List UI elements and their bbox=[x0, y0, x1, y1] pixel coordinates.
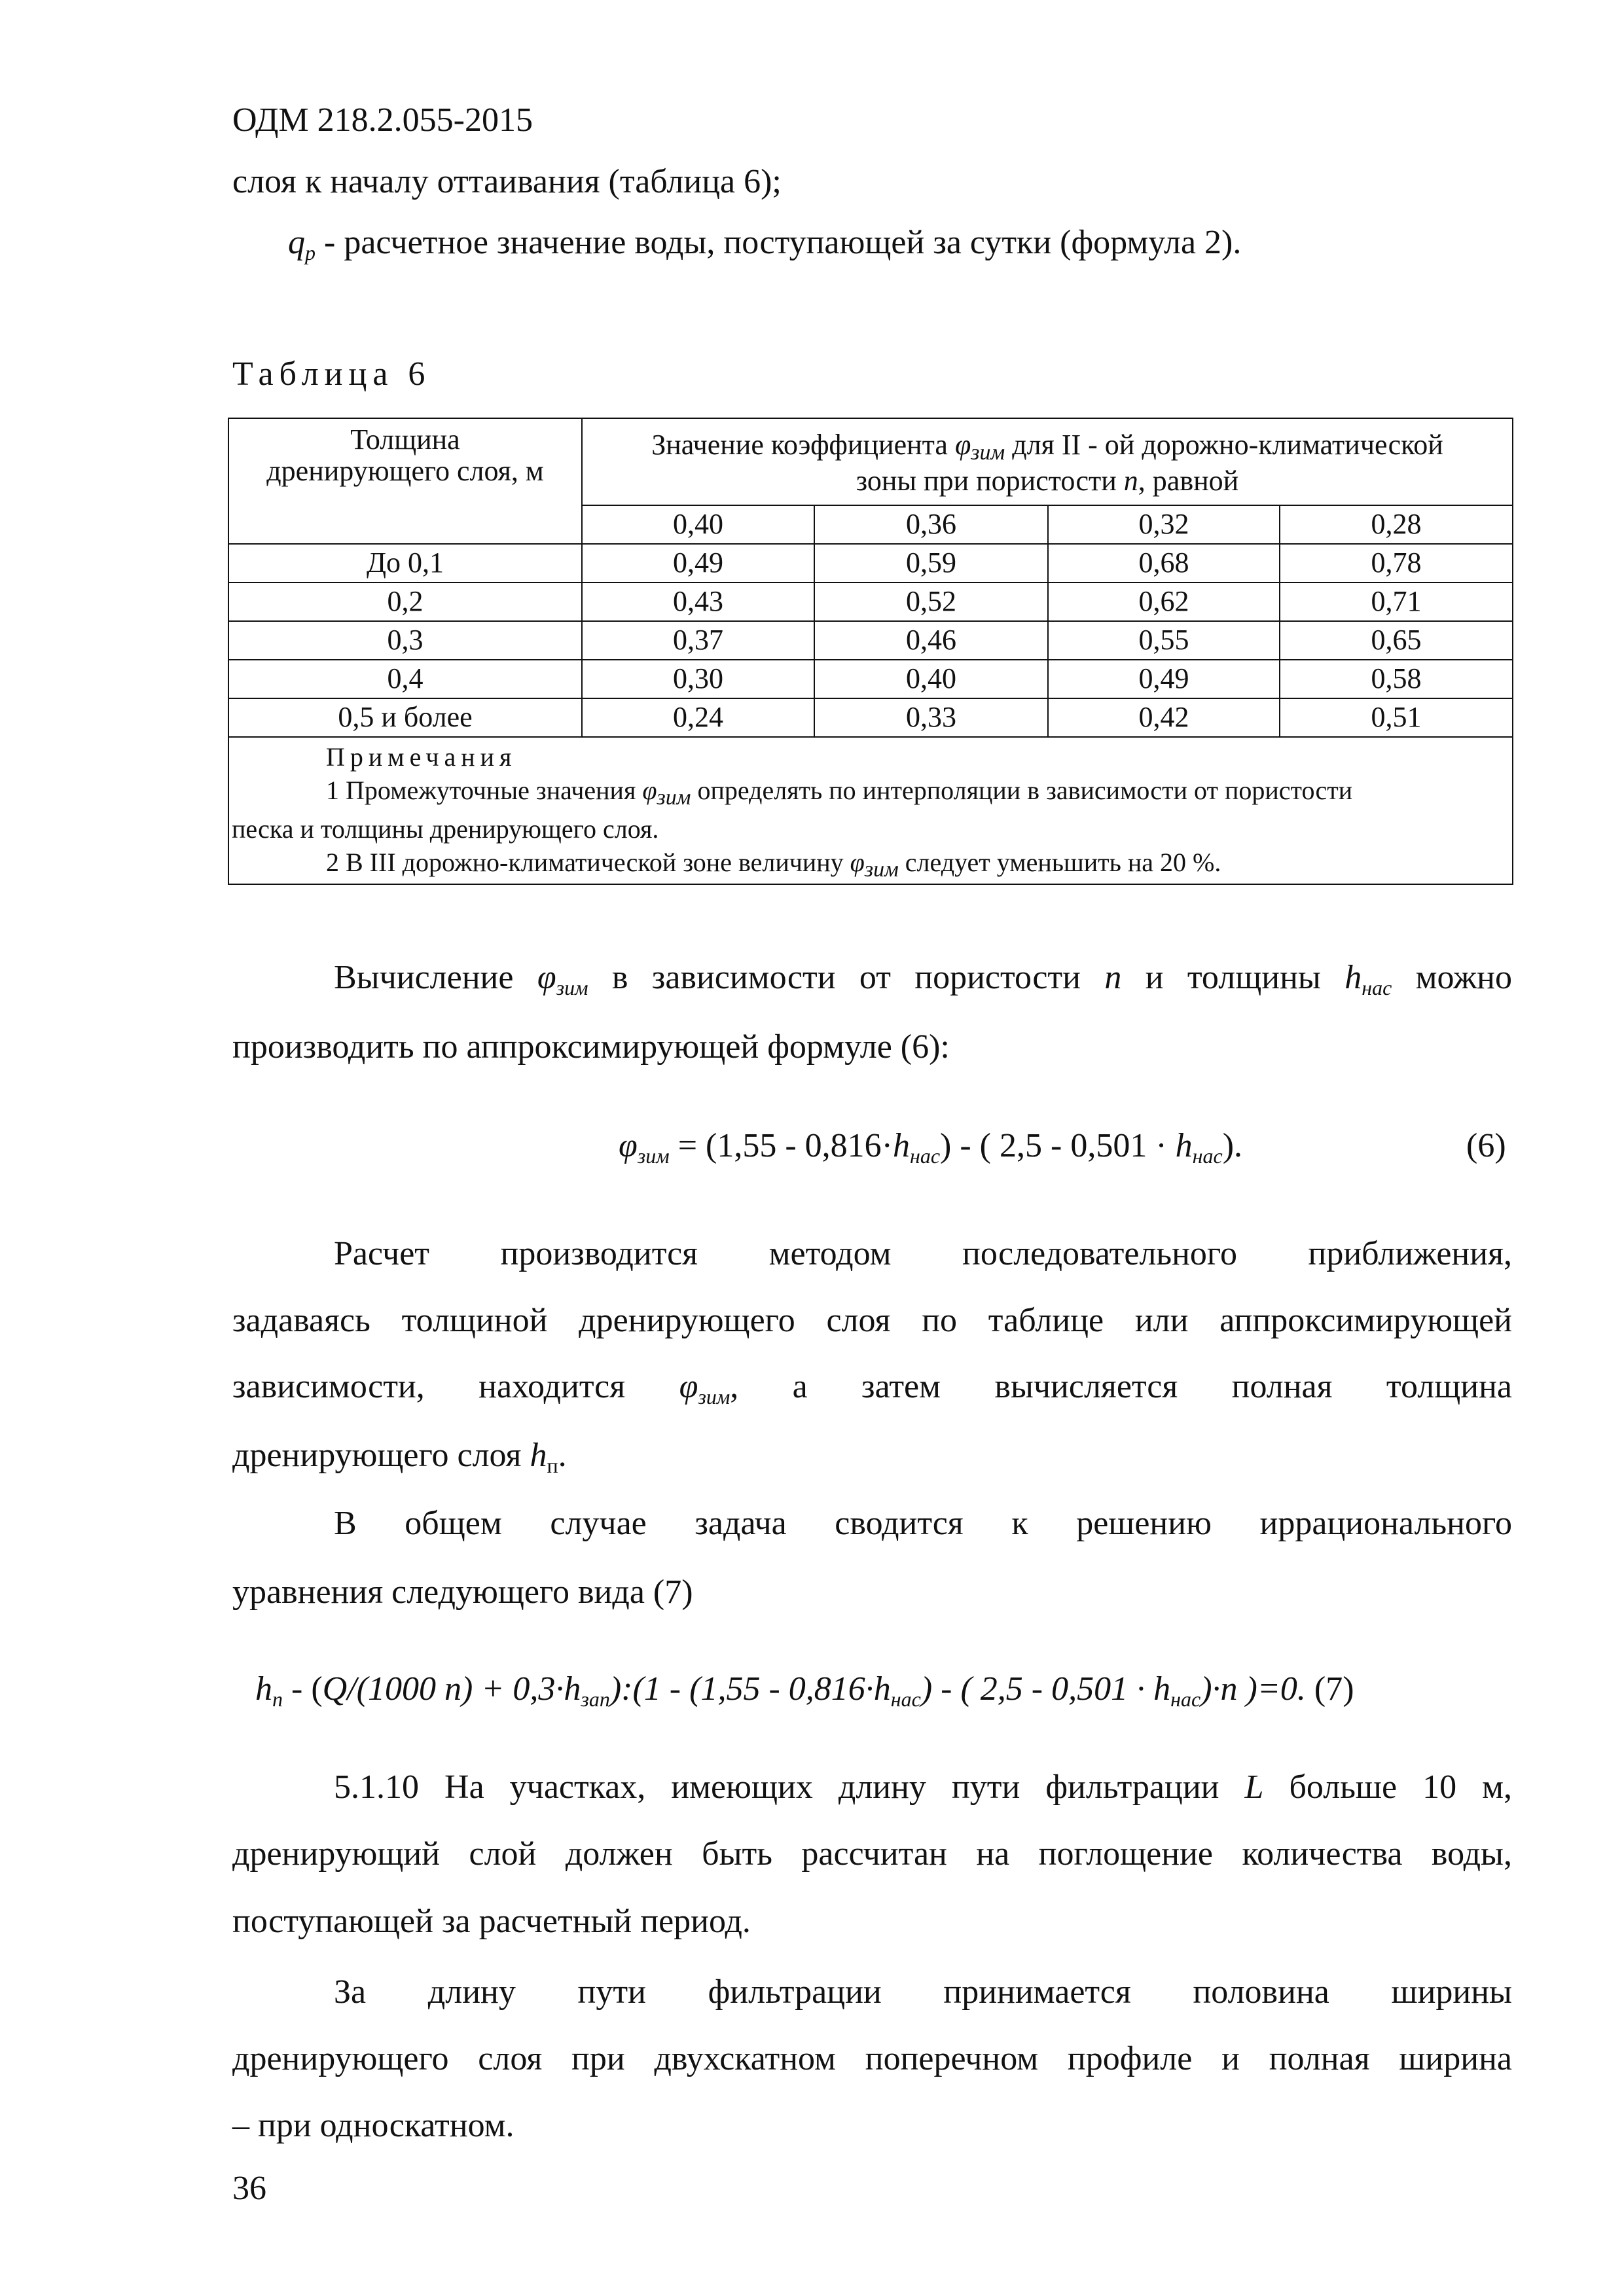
notes-title: Примечания bbox=[326, 742, 517, 772]
paragraph-general-line2: уравнения следующего вида (7) bbox=[232, 1573, 693, 1611]
paragraph-method-line3: зависимости, находится $\varphi_{зим}$, а затем вычисляется полная толщина bbox=[232, 1368, 1513, 1408]
qp-definition bbox=[288, 226, 1241, 263]
header-coefficient-line1: Значение коэффициента φзим для II - ой дорожно-климатической bbox=[651, 429, 1443, 465]
porosity-header: 0,40 bbox=[582, 505, 814, 544]
paragraph-length-line2: дренирующего слоя при двухскатном поперечном профиле и полная ширина bbox=[232, 2040, 1512, 2077]
value-cell: 0,46 bbox=[814, 621, 1048, 660]
header-coefficient bbox=[582, 418, 1513, 505]
table-caption: Таблица 6 bbox=[232, 355, 431, 393]
thickness-cell: До 0,1 bbox=[228, 544, 582, 583]
porosity-header: 0,32 bbox=[1048, 505, 1280, 544]
intro-line: слоя к началу оттаивания (таблица 6); bbox=[232, 163, 782, 200]
value-cell: 0,51 bbox=[1280, 698, 1513, 737]
header-thickness-line2: дренирующего слоя, м bbox=[266, 455, 544, 488]
header-thickness-line1: Толщина bbox=[350, 423, 460, 456]
table-row bbox=[228, 660, 1513, 698]
value-cell: 0,58 bbox=[1280, 660, 1513, 698]
porosity-header: 0,36 bbox=[814, 505, 1048, 544]
paragraph-5-1-10-line1: 5.1.10 На участках, имеющих длину пути фильтрации L больше 10 м, bbox=[334, 1768, 1512, 1806]
value-cell: 0,30 bbox=[582, 660, 814, 698]
value-cell: 0,65 bbox=[1280, 621, 1513, 660]
value-cell: 0,71 bbox=[1280, 583, 1513, 621]
thickness-cell: 0,5 и более bbox=[228, 698, 582, 737]
table-row bbox=[228, 621, 1513, 660]
value-cell: 0,59 bbox=[814, 544, 1048, 583]
paragraph-5-1-10-line2: дренирующий слой должен быть рассчитан на поглощение количества воды, bbox=[232, 1835, 1512, 1873]
paragraph-method-line4: дренирующего слоя $h_п$. bbox=[232, 1437, 567, 1477]
paragraph-calculation-line1: Вычисление $\varphi_{зим}$ в зависимости от пористости n и толщины $h_{нас}$ можно bbox=[334, 959, 1512, 999]
value-cell: 0,43 bbox=[582, 583, 814, 621]
table-row bbox=[228, 544, 1513, 583]
value-cell: 0,40 bbox=[814, 660, 1048, 698]
value-cell: 0,68 bbox=[1048, 544, 1280, 583]
qp-subscript: р bbox=[305, 241, 316, 264]
formula-7: $h_п - (Q/(1000$ $n) + 0,3\cdot h_{зап}):(1 - (1,55 - 0,816\cdot h_{нас})$ - ( $2,5 - 0,501 \cdot h_{нас})\cdot n$ )=0. (7) bbox=[255, 1670, 1354, 1711]
note-2: 2 В III дорожно-климатической зоне величину $\varphi_{зим}$ следует уменьшить на 20 %. bbox=[326, 847, 1221, 882]
porosity-header: 0,28 bbox=[1280, 505, 1513, 544]
paragraph-calculation-line2: производить по аппроксимирующей формуле (6): bbox=[232, 1028, 950, 1066]
note-1-continued: песка и толщины дренирующего слоя. bbox=[232, 814, 659, 844]
note-1: 1 Промежуточные значения $\varphi_{зим}$ определять по интерполяции в зависимости от пористости bbox=[326, 776, 1353, 810]
value-cell: 0,42 bbox=[1048, 698, 1280, 737]
value-cell: 0,52 bbox=[814, 583, 1048, 621]
thickness-cell: 0,4 bbox=[228, 660, 582, 698]
paragraph-general-line1: В общем случае задача сводится к решению иррационального bbox=[334, 1505, 1512, 1542]
table-row bbox=[228, 583, 1513, 621]
table-row bbox=[228, 698, 1513, 737]
formula-6-number: (6) bbox=[1466, 1127, 1506, 1164]
page-number: 36 bbox=[232, 2170, 266, 2207]
paragraph-5-1-10-line3: поступающей за расчетный период. bbox=[232, 1903, 751, 1940]
thickness-cell: 0,3 bbox=[228, 621, 582, 660]
value-cell: 0,49 bbox=[582, 544, 814, 583]
paragraph-length-line3: – при односкатном. bbox=[232, 2107, 514, 2144]
value-cell: 0,62 bbox=[1048, 583, 1280, 621]
value-cell: 0,37 bbox=[582, 621, 814, 660]
paragraph-length-line1: За длину пути фильтрации принимается половина ширины bbox=[334, 1973, 1512, 2011]
document-code: ОДМ 218.2.055-2015 bbox=[232, 101, 533, 139]
value-cell: 0,49 bbox=[1048, 660, 1280, 698]
header-coefficient-line2: зоны при пористости n, равной bbox=[856, 464, 1239, 497]
value-cell: 0,24 bbox=[582, 698, 814, 737]
table-notes bbox=[228, 737, 1513, 884]
table-6 bbox=[228, 418, 1513, 885]
paragraph-method-line1: Расчет производится методом последовательного приближения, bbox=[334, 1235, 1512, 1272]
value-cell: 0,33 bbox=[814, 698, 1048, 737]
header-thickness bbox=[228, 418, 582, 544]
thickness-cell: 0,2 bbox=[228, 583, 582, 621]
qp-text: - расчетное значение воды, поступающей за сутки (формула 2). bbox=[316, 224, 1242, 261]
qp-symbol: q bbox=[288, 224, 305, 261]
value-cell: 0,78 bbox=[1280, 544, 1513, 583]
value-cell: 0,55 bbox=[1048, 621, 1280, 660]
formula-6: $\varphi_{зим} = (1,55 - 0,816\cdot h_{нас})$ - ( $2,5 - 0,501 \cdot h_{нас}$). bbox=[619, 1127, 1243, 1168]
paragraph-method-line2: задаваясь толщиной дренирующего слоя по таблице или аппроксимирующей bbox=[232, 1302, 1512, 1339]
